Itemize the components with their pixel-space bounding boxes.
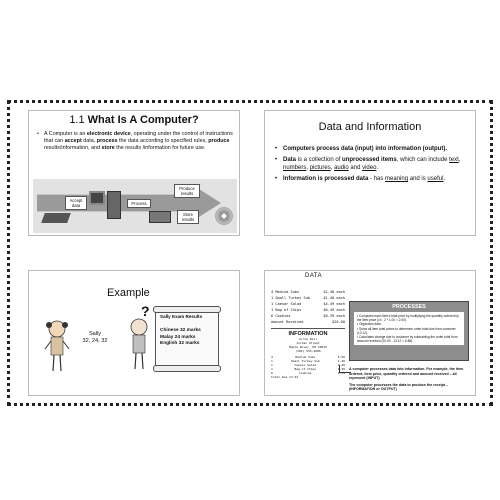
- data-row: 1 Small Turkey Sub $1.40 each: [271, 296, 345, 300]
- bullet-icon: •: [275, 157, 278, 163]
- definition-text: A Computer is an electronic device, operating under the control of instructions that can accept data, process the data according to specified rules, produce results/information, and store the results /information for future use.: [44, 131, 233, 151]
- receipt: [271, 289, 345, 379]
- list-item: [275, 156, 471, 172]
- accept-data-label: Accept data: [65, 196, 87, 210]
- slide-title: [29, 114, 239, 126]
- processes-title: PROCESSES: [392, 304, 426, 310]
- input-explanation: A computer processes data into information. For example, the item ordered, item price, quantity ordered and amount received – all represent (INPUT): [349, 367, 464, 381]
- slide-data-and-information: [264, 110, 476, 236]
- process-step: • Organizes data.: [357, 322, 382, 327]
- store-address: Arrow Deli Jordan Street Maple River, DE 20015 (302) 555-2686: [289, 337, 327, 353]
- sally-marks: 32, 24, 32: [82, 338, 108, 344]
- monitor-icon: [89, 191, 105, 205]
- marks-row: Malay 24 marks: [160, 334, 196, 340]
- slide-example: [28, 270, 240, 396]
- marks-row: Chinese 32 marks: [160, 328, 201, 333]
- slide-title: Example: [107, 287, 150, 299]
- data-row: Amount Received $20.00: [271, 320, 345, 324]
- process-step: • Sums all item total prices to determine order total due from customer (13.12).: [357, 326, 456, 335]
- receipt-row: 1 Caesar Salad 4.49: [271, 363, 345, 367]
- data-list: [271, 289, 345, 325]
- process-step: • Calculates change due to customer by subtracting the order total from amount received (20.00 - 13.12 = 6.88).: [357, 335, 458, 344]
- process-label: Process: [127, 199, 151, 208]
- list-item-text: Information is processed data - has meaning and is useful.: [283, 176, 446, 182]
- keyboard-icon: [41, 213, 71, 223]
- sally-name: Sally: [88, 331, 102, 337]
- list-item: [275, 175, 471, 183]
- boy-figure-icon: [127, 315, 151, 375]
- slide-title: Data and Information: [318, 121, 422, 133]
- bullet-icon: •: [37, 131, 39, 137]
- data-title: DATA: [305, 273, 323, 279]
- question-mark: ?: [141, 303, 150, 319]
- marks-row: English 32 marks: [160, 341, 200, 346]
- slide-data-processing-example: [264, 270, 476, 396]
- girl-figure-icon: [43, 317, 71, 377]
- data-row: 1 Bag of Chips $0.49 each: [271, 308, 345, 312]
- marks-list: [160, 328, 201, 348]
- data-row: 4 Medium Subs $1.40 each: [271, 290, 345, 294]
- bullet-list: [275, 145, 471, 186]
- results-scroll: [155, 309, 219, 369]
- store-results-label: Store results: [177, 210, 199, 224]
- receipt-items: [271, 355, 345, 379]
- definition-bullet: [37, 131, 235, 152]
- list-item-text: Data is a collection of unprocessed items, which can include text, numbers, pictures, audio and video.: [283, 157, 461, 171]
- receipt-row: 4 Medium Subs 5.56: [271, 355, 345, 359]
- produce-results-label: Produce results: [174, 184, 200, 198]
- list-item-text: Computers process data (input) into information (output).: [283, 146, 447, 152]
- receipt-row: 1 Bag of Chips 0.49: [271, 367, 345, 371]
- slide-number: 1.1: [69, 114, 85, 126]
- output-explanation: The computer processes the data to produce the receipt – (INFORMATION or OUTPUT): [349, 382, 449, 392]
- processes-list: [354, 312, 464, 345]
- processes-box: [349, 301, 469, 361]
- computer-tower-icon: [107, 191, 121, 219]
- bullet-icon: •: [275, 146, 278, 152]
- sally-caption: [75, 331, 115, 345]
- process-step: • Computes each item's total price by multiplying the quantity ordered by the item price (i.e., 2 * 1.00 = 2.00).: [357, 314, 459, 323]
- information-title: INFORMATION: [271, 328, 345, 337]
- receipt-row: 6 Cookies 2.34: [271, 371, 345, 375]
- data-row: 1 Caesar Salad $4.49 each: [271, 302, 345, 306]
- explanation-text: [349, 367, 469, 394]
- disc-icon: [215, 207, 233, 225]
- bullet-icon: •: [275, 176, 278, 182]
- receipt-row: 1 Small Turkey Sub 1.40: [271, 359, 345, 363]
- title-text: What Is A Computer?: [87, 114, 199, 126]
- printer-icon: [149, 211, 171, 223]
- slide-what-is-a-computer: [28, 110, 240, 236]
- list-item: [275, 145, 471, 153]
- receipt-total: Total Due 13.52: [271, 375, 299, 379]
- scroll-title: Sally Exam Results: [160, 314, 203, 319]
- data-row: 6 Cookies $0.39 each: [271, 314, 345, 318]
